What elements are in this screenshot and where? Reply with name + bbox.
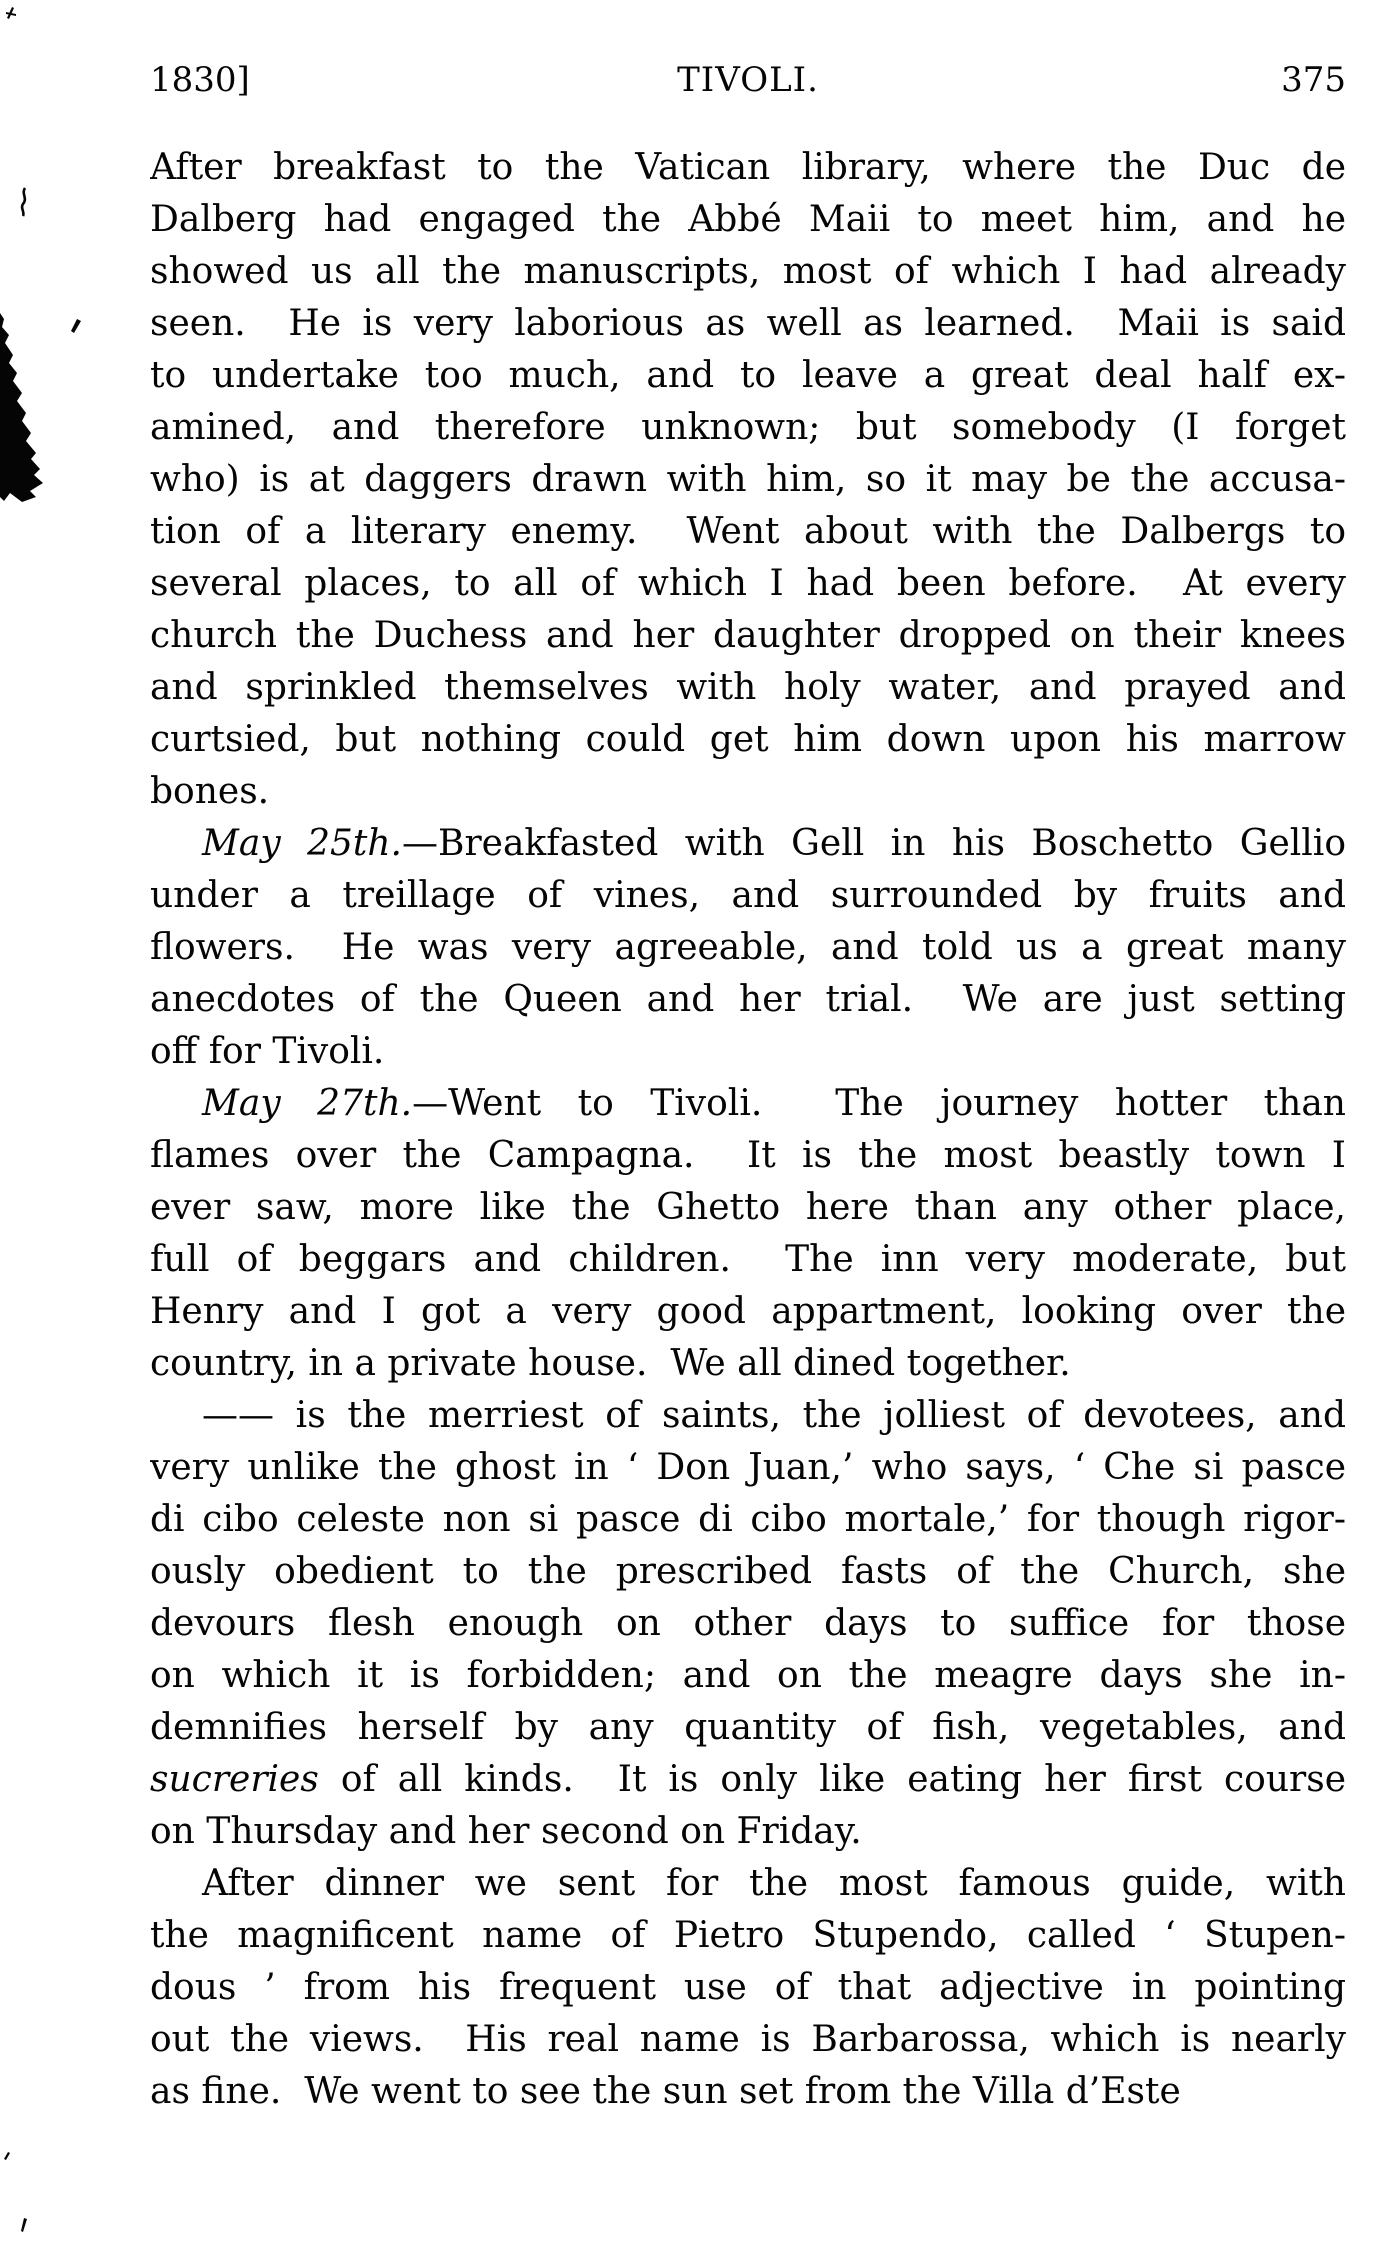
text-segment: showed us all the manuscripts, most of which I had already xyxy=(150,251,1346,292)
text-segment: ously obedient to the prescribed fasts of the Church, she xyxy=(150,1551,1346,1592)
running-head xyxy=(150,58,1346,102)
text-line xyxy=(150,506,1346,558)
scan-speck-bottom xyxy=(18,2216,28,2234)
paragraph xyxy=(150,1078,1346,1390)
paragraph xyxy=(150,1390,1346,1858)
folio-year: 1830] xyxy=(150,60,250,100)
text-segment: —— is the merriest of saints, the jolliest of devotees, and xyxy=(202,1395,1346,1436)
text-line xyxy=(150,870,1346,922)
paragraph xyxy=(150,1858,1346,2118)
text-segment: and sprinkled themselves with holy water, and prayed and xyxy=(150,667,1346,708)
running-title: TIVOLI. xyxy=(677,60,819,100)
text-segment: very unlike the ghost in ‘ Don Juan,’ who says, ‘ Che si pasce xyxy=(150,1447,1346,1488)
text-segment: amined, and therefore unknown; but somebody (I forget xyxy=(150,407,1346,448)
page-body xyxy=(150,142,1346,2118)
text-line xyxy=(150,1338,1346,1390)
text-segment: as fine. We went to see the sun set from the Villa d’Este xyxy=(150,2071,1181,2112)
text-segment: seen. He is very laborious as well as learned. Maii is said xyxy=(150,303,1346,344)
paragraph xyxy=(150,142,1346,818)
italic-text: sucreries xyxy=(150,1759,319,1800)
scan-speck-left xyxy=(68,316,84,336)
text-segment: of all kinds. It is only like eating her first course xyxy=(318,1759,1346,1800)
text-segment: under a treillage of vines, and surrounded by fruits and xyxy=(150,875,1346,916)
text-line xyxy=(150,1962,1346,2014)
text-segment: After breakfast to the Vatican library, where the Duc de xyxy=(150,147,1346,188)
text-segment: out the views. His real name is Barbarossa, which is nearly xyxy=(150,2019,1346,2060)
text-line xyxy=(150,974,1346,1026)
text-segment: Henry and I got a very good appartment, looking over the xyxy=(150,1291,1346,1332)
text-segment: ever saw, more like the Ghetto here than any other place, xyxy=(150,1187,1346,1228)
text-segment: curtsied, but nothing could get him down upon his marrow xyxy=(150,719,1346,760)
scan-speck-top-left xyxy=(4,4,20,22)
text-line xyxy=(150,2066,1346,2118)
text-line xyxy=(150,350,1346,402)
text-segment: to undertake too much, and to leave a great deal half ex- xyxy=(150,355,1346,396)
text-line xyxy=(150,298,1346,350)
text-line xyxy=(150,1234,1346,1286)
text-segment: full of beggars and children. The inn very moderate, but xyxy=(150,1239,1346,1280)
text-line xyxy=(150,1858,1346,1910)
scan-speck-bottom-left xyxy=(2,2150,12,2162)
text-segment: Dalberg had engaged the Abbé Maii to meet him, and he xyxy=(150,199,1346,240)
text-line xyxy=(150,1130,1346,1182)
text-line xyxy=(150,1546,1346,1598)
text-line xyxy=(150,246,1346,298)
text-segment: church the Duchess and her daughter dropped on their knees xyxy=(150,615,1346,656)
text-segment: devours flesh enough on other days to suffice for those xyxy=(150,1603,1346,1644)
text-segment: on Thursday and her second on Friday. xyxy=(150,1811,862,1852)
text-line xyxy=(150,1026,1346,1078)
text-segment: After dinner we sent for the most famous guide, with xyxy=(202,1863,1346,1904)
text-line xyxy=(150,1650,1346,1702)
paragraph xyxy=(150,818,1346,1078)
text-segment: country, in a private house. We all dined together. xyxy=(150,1343,1071,1384)
text-segment: —Went to Tivoli. The journey hotter than xyxy=(412,1083,1346,1124)
text-segment: di cibo celeste non si pasce di cibo mortale,’ for though rigor- xyxy=(150,1499,1346,1540)
text-line xyxy=(150,454,1346,506)
text-line xyxy=(150,1910,1346,1962)
text-line xyxy=(150,1442,1346,1494)
text-segment: bones. xyxy=(150,771,270,812)
text-line xyxy=(150,610,1346,662)
text-line xyxy=(150,1078,1346,1130)
italic-text: May 27th. xyxy=(202,1083,413,1124)
text-line xyxy=(150,1754,1346,1806)
text-segment: on which it is forbidden; and on the meagre days she in- xyxy=(150,1655,1346,1696)
text-segment: —Breakfasted with Gell in his Boschetto Gellio xyxy=(402,823,1346,864)
text-line xyxy=(150,2014,1346,2066)
scan-squiggle xyxy=(17,186,31,218)
text-line xyxy=(150,1806,1346,1858)
ink-blot xyxy=(0,305,48,505)
text-line xyxy=(150,194,1346,246)
text-segment: several places, to all of which I had been before. At every xyxy=(150,563,1346,604)
text-line xyxy=(150,1494,1346,1546)
text-line xyxy=(150,818,1346,870)
text-line xyxy=(150,714,1346,766)
page-number: 375 xyxy=(1281,60,1347,100)
text-line xyxy=(150,922,1346,974)
text-segment: who) is at daggers drawn with him, so it may be the accusa- xyxy=(150,459,1346,500)
text-segment: demnifies herself by any quantity of fish, vegetables, and xyxy=(150,1707,1346,1748)
text-line xyxy=(150,142,1346,194)
text-segment: flames over the Campagna. It is the most beastly town I xyxy=(150,1135,1346,1176)
text-line xyxy=(150,402,1346,454)
text-line xyxy=(150,1286,1346,1338)
text-segment: off for Tivoli. xyxy=(150,1031,385,1072)
text-line xyxy=(150,662,1346,714)
text-line xyxy=(150,1702,1346,1754)
text-segment: tion of a literary enemy. Went about with the Dalbergs to xyxy=(150,511,1346,552)
text-line xyxy=(150,1182,1346,1234)
italic-text: May 25th. xyxy=(202,823,402,864)
text-segment: dous ’ from his frequent use of that adjective in pointing xyxy=(150,1967,1346,2008)
text-segment: anecdotes of the Queen and her trial. We are just setting xyxy=(150,979,1346,1020)
text-line xyxy=(150,766,1346,818)
text-segment: the magnificent name of Pietro Stupendo, called ‘ Stupen- xyxy=(150,1915,1346,1956)
text-line xyxy=(150,1598,1346,1650)
text-line xyxy=(150,1390,1346,1442)
text-segment: flowers. He was very agreeable, and told us a great many xyxy=(150,927,1346,968)
text-line xyxy=(150,558,1346,610)
